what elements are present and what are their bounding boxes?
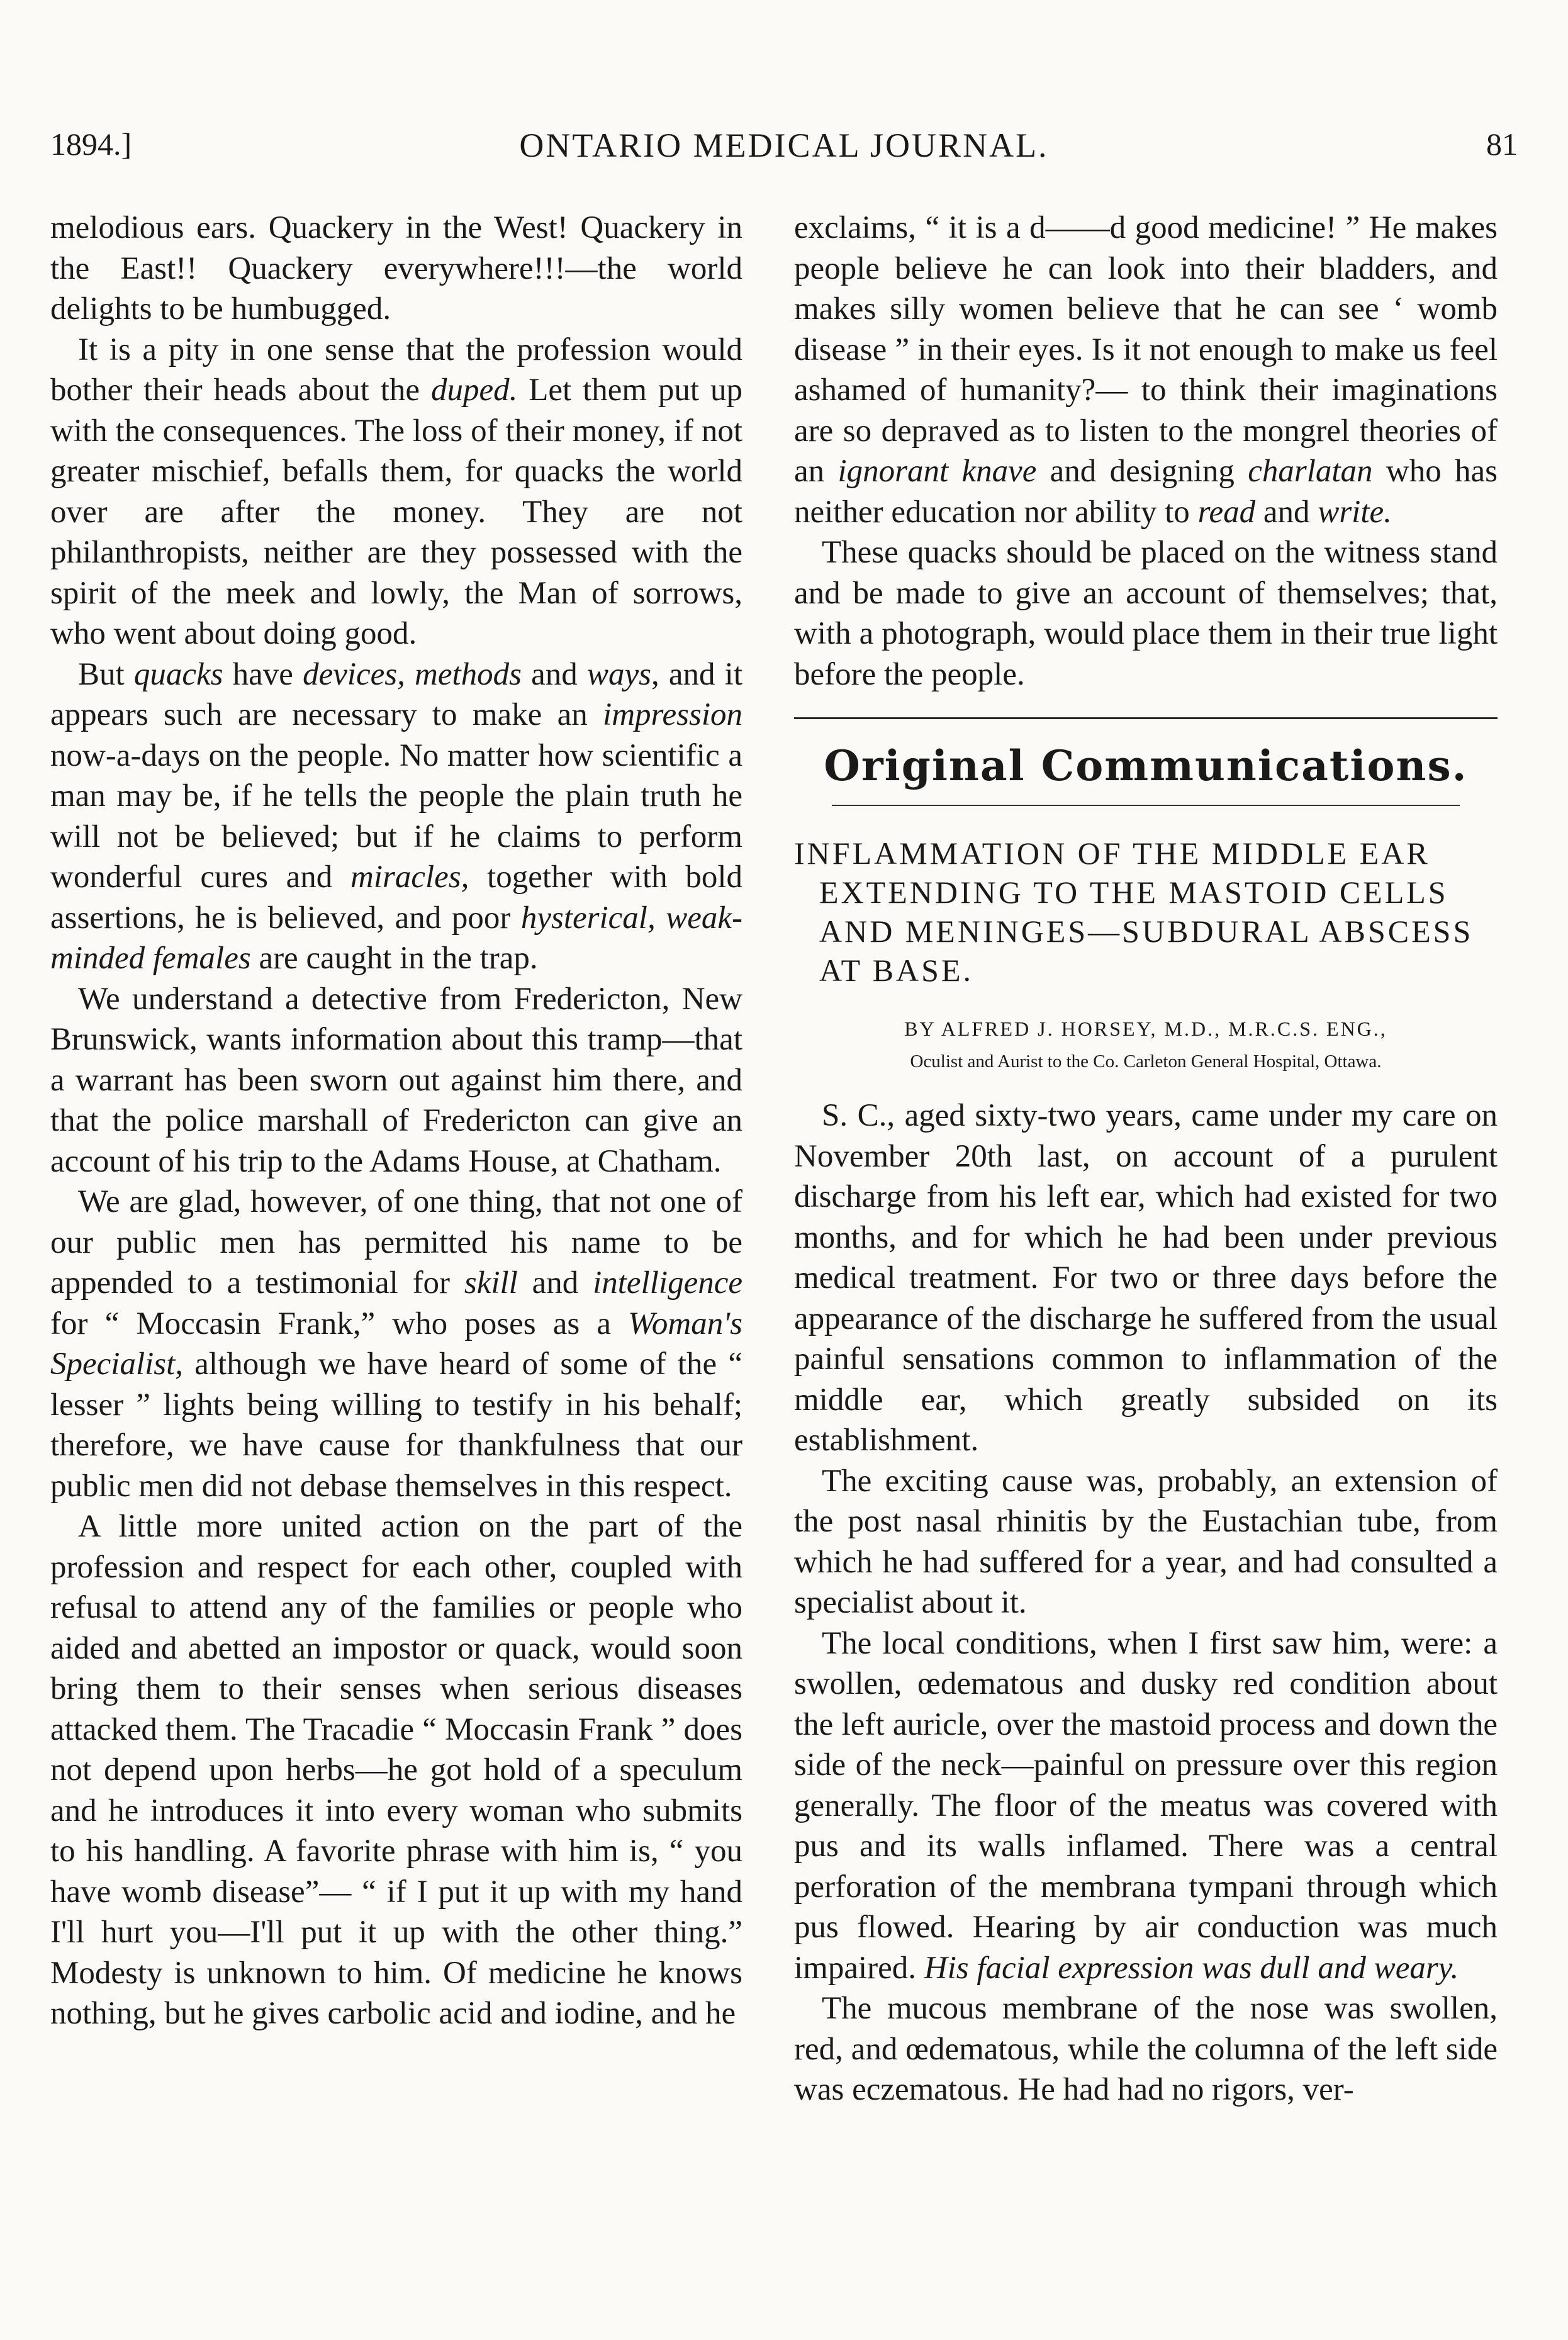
text-run: We are glad, however, of one thing, that not one of our public men has permitted his name to be appended to a testimonial for bbox=[50, 1184, 742, 1301]
paragraph bbox=[794, 208, 1498, 532]
right-column bbox=[794, 208, 1498, 2110]
running-header bbox=[50, 126, 1518, 182]
text-run: and bbox=[517, 1265, 593, 1301]
italic-text: Woman's Specialist, bbox=[50, 1306, 742, 1382]
paragraph: A little more united action on the part of the profession and respect for each other, coupled with refusal to attend any of the families or people who aided and abetted an impostor or quack, would soon bring them to their senses when serious diseases attacked them. The Tracadie “ Moccasin Frank ” does not depend upon herbs—he got hold of a speculum and he introduces it into every woman who submits to his handling. A favorite phrase with him is, “ you have womb disease”— “ if I put it up with my hand I'll hurt you—I'll put it up with the other thing.” Modesty is unknown to him. Of medicine he knows nothing, but he gives carbolic acid and iodine, and he bbox=[50, 1509, 742, 2031]
journal-title: ONTARIO MEDICAL JOURNAL. bbox=[519, 126, 1049, 164]
paragraph: The mucous membrane of the nose was swollen, red, and œdematous, while the columna of the left side was eczematous. He had had no rigors, ver- bbox=[794, 1991, 1498, 2107]
italic-text: read bbox=[1197, 494, 1256, 530]
italic-text: His facial expression was dull and weary. bbox=[924, 1950, 1459, 1986]
italic-text: write. bbox=[1318, 494, 1392, 530]
paragraph: melodious ears. Quackery in the West! Quackery in the East!! Quackery everywhere!!!—the world delights to be humbugged. bbox=[50, 210, 742, 327]
left-column bbox=[50, 208, 742, 2034]
italic-text: duped. bbox=[430, 372, 518, 408]
section-divider-top bbox=[794, 717, 1498, 719]
paragraph: We understand a detective from Fredericton, New Brunswick, wants information about this tramp—that a warrant has been sworn out against him there, and that the police marshall of Fredericton can give an account of his trip to the Adams House, at Chatham. bbox=[50, 981, 742, 1179]
text-run: It is a pity in one sense that the profession would bother their heads about the bbox=[50, 332, 742, 408]
text-run: But bbox=[78, 656, 134, 692]
section-divider-bottom bbox=[832, 805, 1460, 806]
text-run: and bbox=[522, 656, 587, 692]
paragraph bbox=[794, 1623, 1498, 1989]
paragraph bbox=[50, 330, 742, 654]
text-run: Let them put up with the consequences. The loss of their money, if not greater mischief, befalls them, for quacks the world over are after the money. They are not philanthropists, neither are they possessed with the spirit of the meek and lowly, the Man of sorrows, who went about doing good. bbox=[50, 372, 742, 651]
italic-text: ways bbox=[586, 656, 651, 692]
header-year: 1894.] bbox=[50, 126, 132, 162]
text-run: who has neither education nor ability to bbox=[794, 454, 1498, 530]
text-run: now-a-days on the people. No matter how scientific a man may be, if he tells the people the plain truth he will not be believed; but if he claims to perform wonderful cures and bbox=[50, 737, 742, 895]
paragraph bbox=[50, 1182, 742, 1506]
paragraph bbox=[50, 654, 742, 979]
italic-text: skill bbox=[464, 1265, 518, 1301]
italic-text: devices, methods bbox=[303, 656, 522, 692]
text-run: although we have heard of some of the “ lesser ” lights being willing to testify in his behalf; therefore, we have cause for thankfulness that our public men did not debase themselves in this respect. bbox=[50, 1346, 742, 1504]
italic-text: miracles, bbox=[350, 859, 469, 895]
italic-text: ignorant knave bbox=[837, 454, 1037, 489]
author-affiliation: Oculist and Aurist to the Co. Carleton General Hospital, Ottawa. bbox=[910, 1051, 1382, 1072]
article-title: INFLAMMATION OF THE MIDDLE EAR EXTENDING TO THE MASTOID CELLS AND MENINGES—SUBDURAL ABSCESS AT BASE. bbox=[794, 836, 1474, 988]
text-run: , and it appears such are necessary to make an bbox=[50, 656, 743, 732]
author-byline: BY ALFRED J. HORSEY, M.D., M.R.C.S. ENG., bbox=[904, 1017, 1387, 1040]
text-run: have bbox=[223, 656, 303, 692]
italic-text: impression bbox=[603, 697, 742, 732]
paragraph: The exciting cause was, probably, an extension of the post nasal rhinitis by the Eustachian tube, from which he had suffered for a year, and had consulted a specialist about it. bbox=[794, 1463, 1498, 1620]
italic-text: hysterical, weak-minded females bbox=[50, 900, 743, 976]
text-run: and designing bbox=[1036, 454, 1248, 489]
text-run: exclaims, “ it is a d——d good medicine! ” He makes people believe he can look into their bladders, and makes silly women believe that he can see ‘ womb disease ” in their eyes. Is it not enough to make us feel ashamed of humanity?— to think their imaginations are so depraved as to listen to the mongrel theories of an bbox=[794, 210, 1498, 489]
page-number: 81 bbox=[1486, 126, 1518, 162]
paragraph: S. C., aged sixty-two years, came under my care on November 20th last, on account of a purulent discharge from his left ear, which had existed for two months, and for which he had been under previous medical treatment. For two or three days before the appearance of the discharge he suffered from the usual painful sensations common to inflammation of the middle ear, which greatly subsided on its establishment. bbox=[794, 1098, 1498, 1458]
text-run: and bbox=[1255, 494, 1318, 530]
italic-text: intelligence bbox=[593, 1265, 742, 1301]
text-run: The local conditions, when I first saw him, were: a swollen, œdematous and dusky red condition about the left auricle, over the mastoid process and down the side of the neck—painful on pressure over this region generally. The floor of the meatus was covered with pus and its walls inflamed. There was a central perforation of the membrana tympani through which pus flowed. Hearing by air conduction was much impaired. bbox=[794, 1625, 1498, 1986]
text-run: together with bold assertions, he is believed, and poor bbox=[50, 859, 743, 936]
text-run: are caught in the trap. bbox=[250, 941, 538, 976]
italic-text: quacks bbox=[133, 656, 223, 692]
section-title: Original Communications. bbox=[824, 741, 1468, 790]
paragraph: These quacks should be placed on the witness stand and be made to give an account of themselves; that, with a photograph, would place them in their true light before the people. bbox=[794, 535, 1498, 692]
italic-text: charlatan bbox=[1248, 454, 1373, 489]
text-run: for “ Moccasin Frank,” who poses as a bbox=[50, 1306, 629, 1341]
